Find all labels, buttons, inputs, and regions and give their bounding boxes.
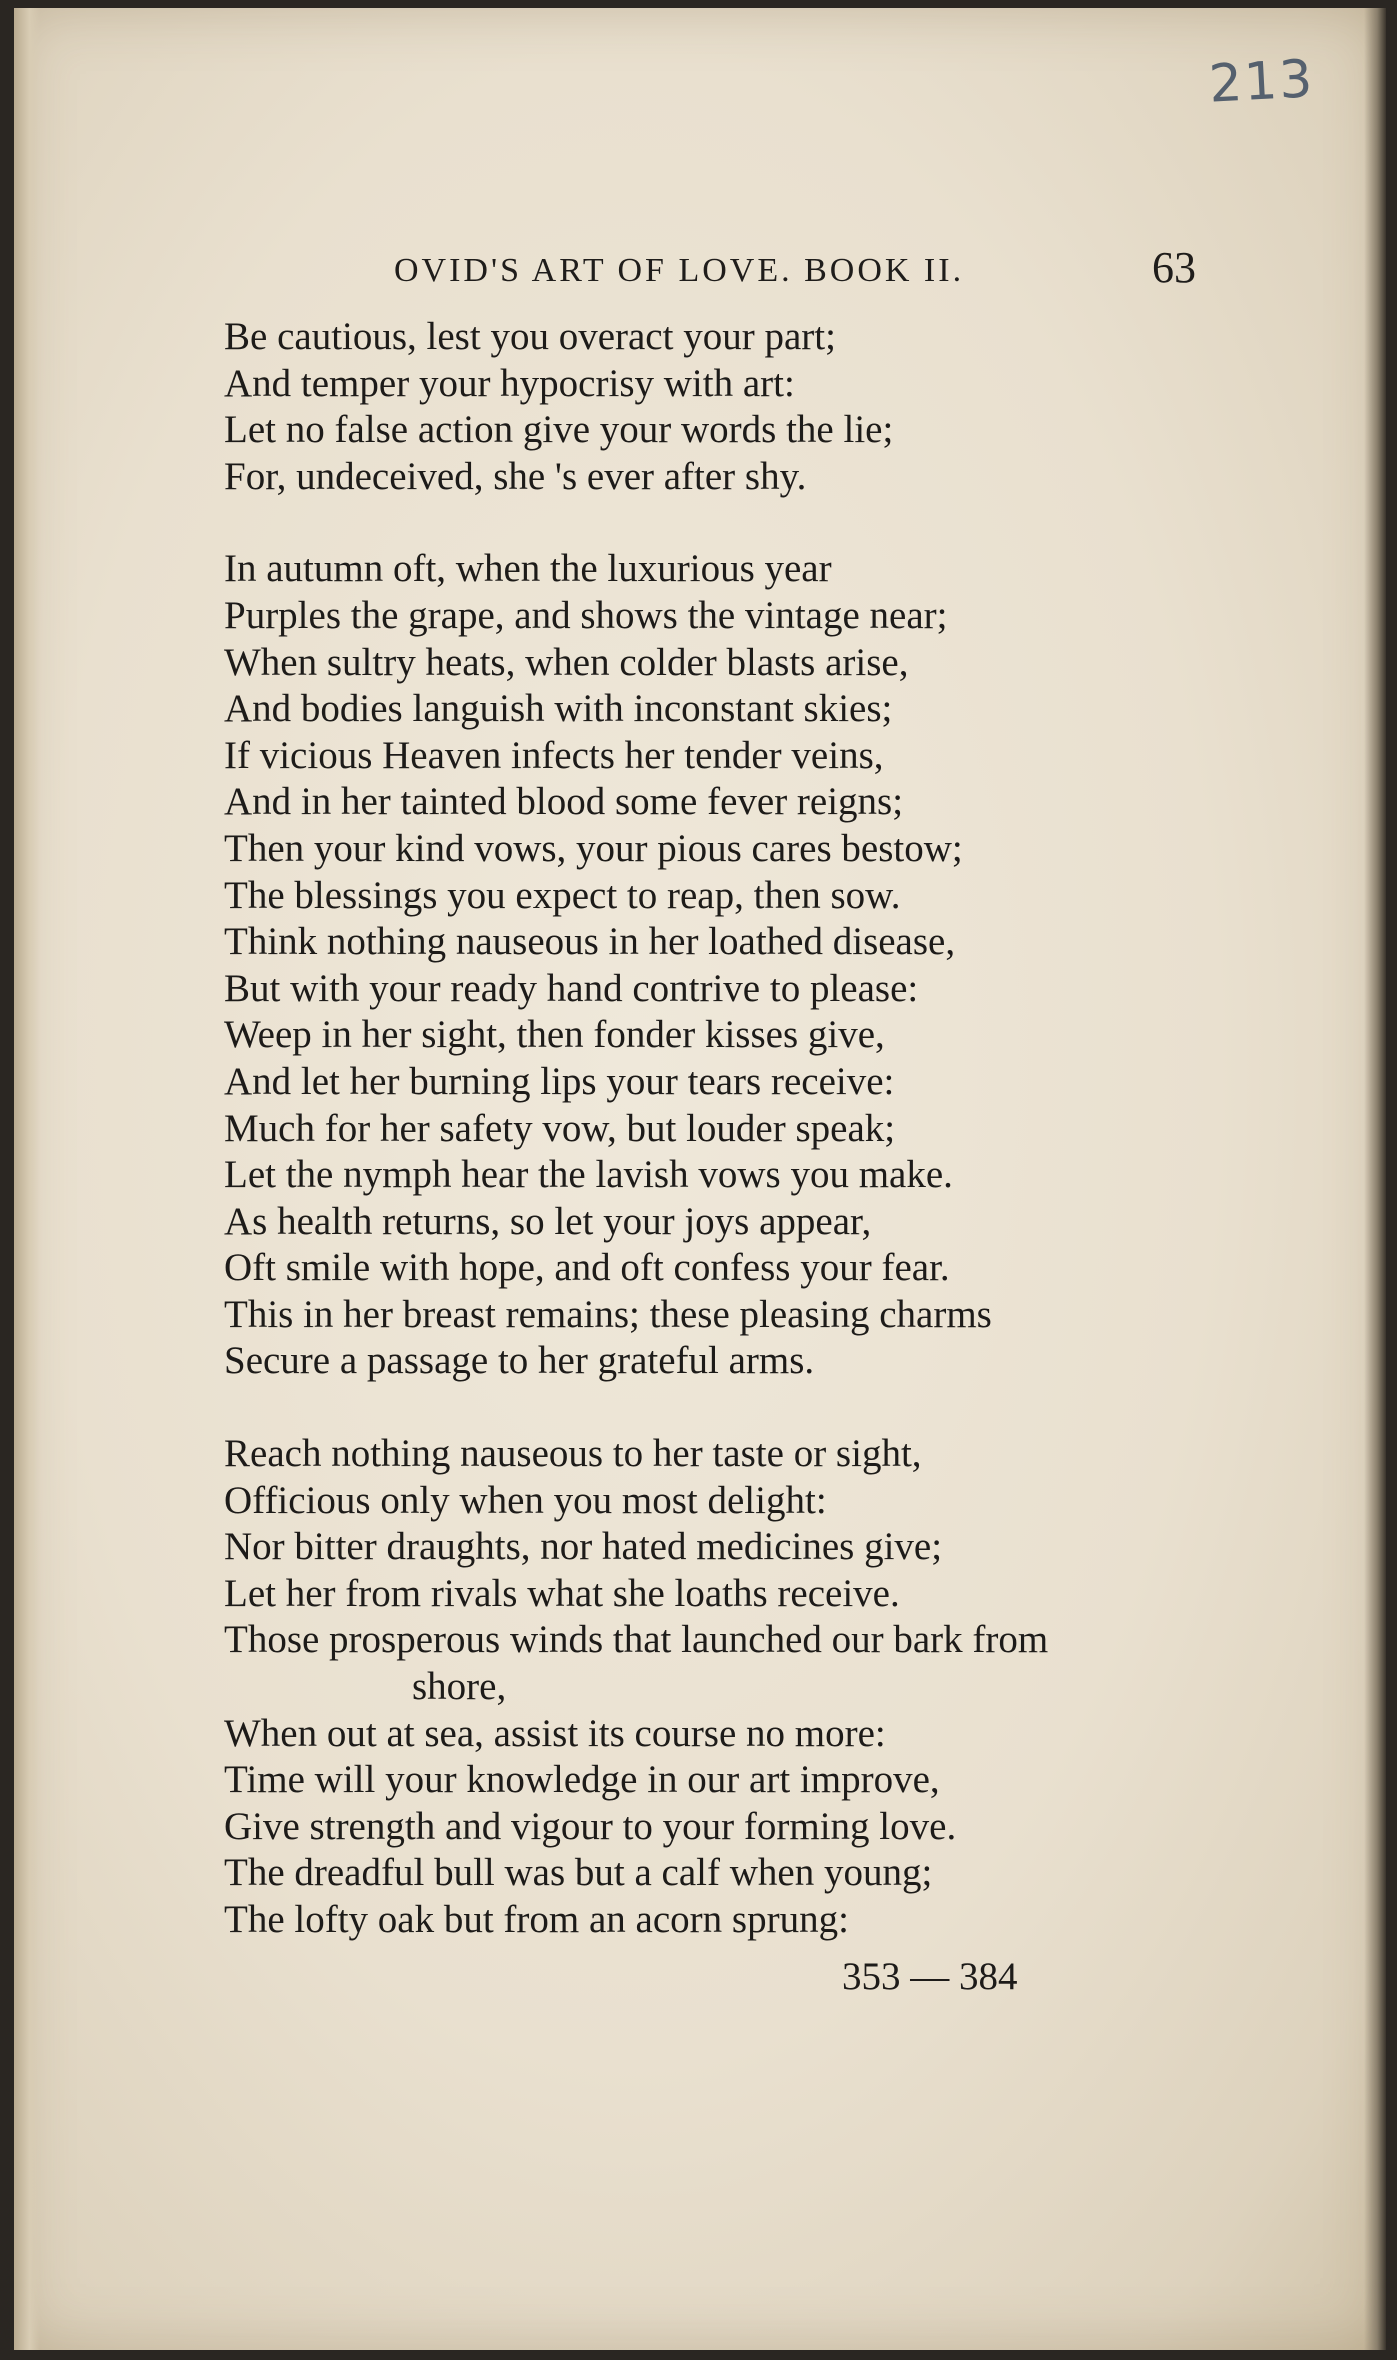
verse-line: The dreadful bull was but a calf when young; — [224, 1851, 933, 1895]
verse-line: As health returns, so let your joys appear, — [224, 1199, 872, 1243]
verse-line: This in her breast remains; these pleasing charms — [224, 1292, 992, 1336]
page-spine-shadow — [14, 8, 40, 2350]
verse-line: Nor bitter draughts, nor hated medicines give; — [224, 1525, 943, 1569]
verse-line: The blessings you expect to reap, then sow. — [224, 873, 901, 917]
verse-line: Give strength and vigour to your forming love. — [224, 1804, 957, 1848]
verse-line: Weep in her sight, then fonder kisses give, — [224, 1013, 885, 1057]
verse-line: For, undeceived, she 's ever after shy. — [224, 454, 807, 498]
verse-line: When sultry heats, when colder blasts arise, — [224, 640, 909, 684]
verse-line: Be cautious, lest you overact your part; — [224, 315, 836, 358]
verse-line: Those prosperous winds that launched our bark from — [224, 1618, 1049, 1662]
verse-line: Let no false action give your words the lie; — [224, 408, 894, 452]
verse-line: But with your ready hand contrive to please: — [224, 966, 919, 1010]
verse-line: The lofty oak but from an acorn sprung: — [224, 1898, 849, 1941]
verse-line: Officious only when you most delight: — [224, 1478, 827, 1522]
running-head: OVID'S ART OF LOVE. BOOK II. — [394, 252, 965, 289]
verse-line: Purples the grape, and shows the vintage near; — [224, 593, 948, 637]
verse-line: Think nothing nauseous in her loathed disease, — [224, 920, 956, 964]
handwritten-folio-number: 213 — [1207, 49, 1316, 115]
verse-line: Reach nothing nauseous to her taste or sight, — [224, 1432, 922, 1476]
poem-text — [224, 314, 1344, 1944]
verse-line: Let her from rivals what she loaths receive. — [224, 1571, 900, 1615]
book-page — [14, 8, 1386, 2350]
verse-line: Then your kind vows, your pious cares bestow; — [224, 826, 963, 870]
page-edge-shadow — [1364, 8, 1386, 2350]
stanza — [224, 314, 1344, 500]
verse-line-turnover: shore, — [412, 1665, 507, 1709]
verse-line: Oft smile with hope, and oft confess your fear. — [224, 1246, 950, 1290]
verse-line: And bodies languish with inconstant skies; — [224, 687, 893, 731]
verse-line: Time will your knowledge in our art improve, — [224, 1758, 940, 1802]
verse-line: And let her burning lips your tears receive: — [224, 1059, 895, 1103]
verse-line: If vicious Heaven infects her tender veins, — [224, 733, 884, 777]
verse-line: And temper your hypocrisy with art: — [224, 361, 795, 405]
line-range: 353 — 384 — [842, 1955, 1018, 1998]
page-number: 63 — [1152, 243, 1196, 292]
verse-line: In autumn oft, when the luxurious year — [224, 547, 832, 591]
verse-line: Let the nymph hear the lavish vows you make. — [224, 1153, 953, 1197]
verse-line: And in her tainted blood some fever reigns; — [224, 780, 904, 824]
stanza — [224, 1431, 1344, 1944]
verse-line: Much for her safety vow, but louder speak; — [224, 1106, 896, 1150]
stanza — [224, 546, 1344, 1385]
verse-line: When out at sea, assist its course no more: — [224, 1711, 886, 1755]
verse-line: Secure a passage to her grateful arms. — [224, 1339, 815, 1383]
